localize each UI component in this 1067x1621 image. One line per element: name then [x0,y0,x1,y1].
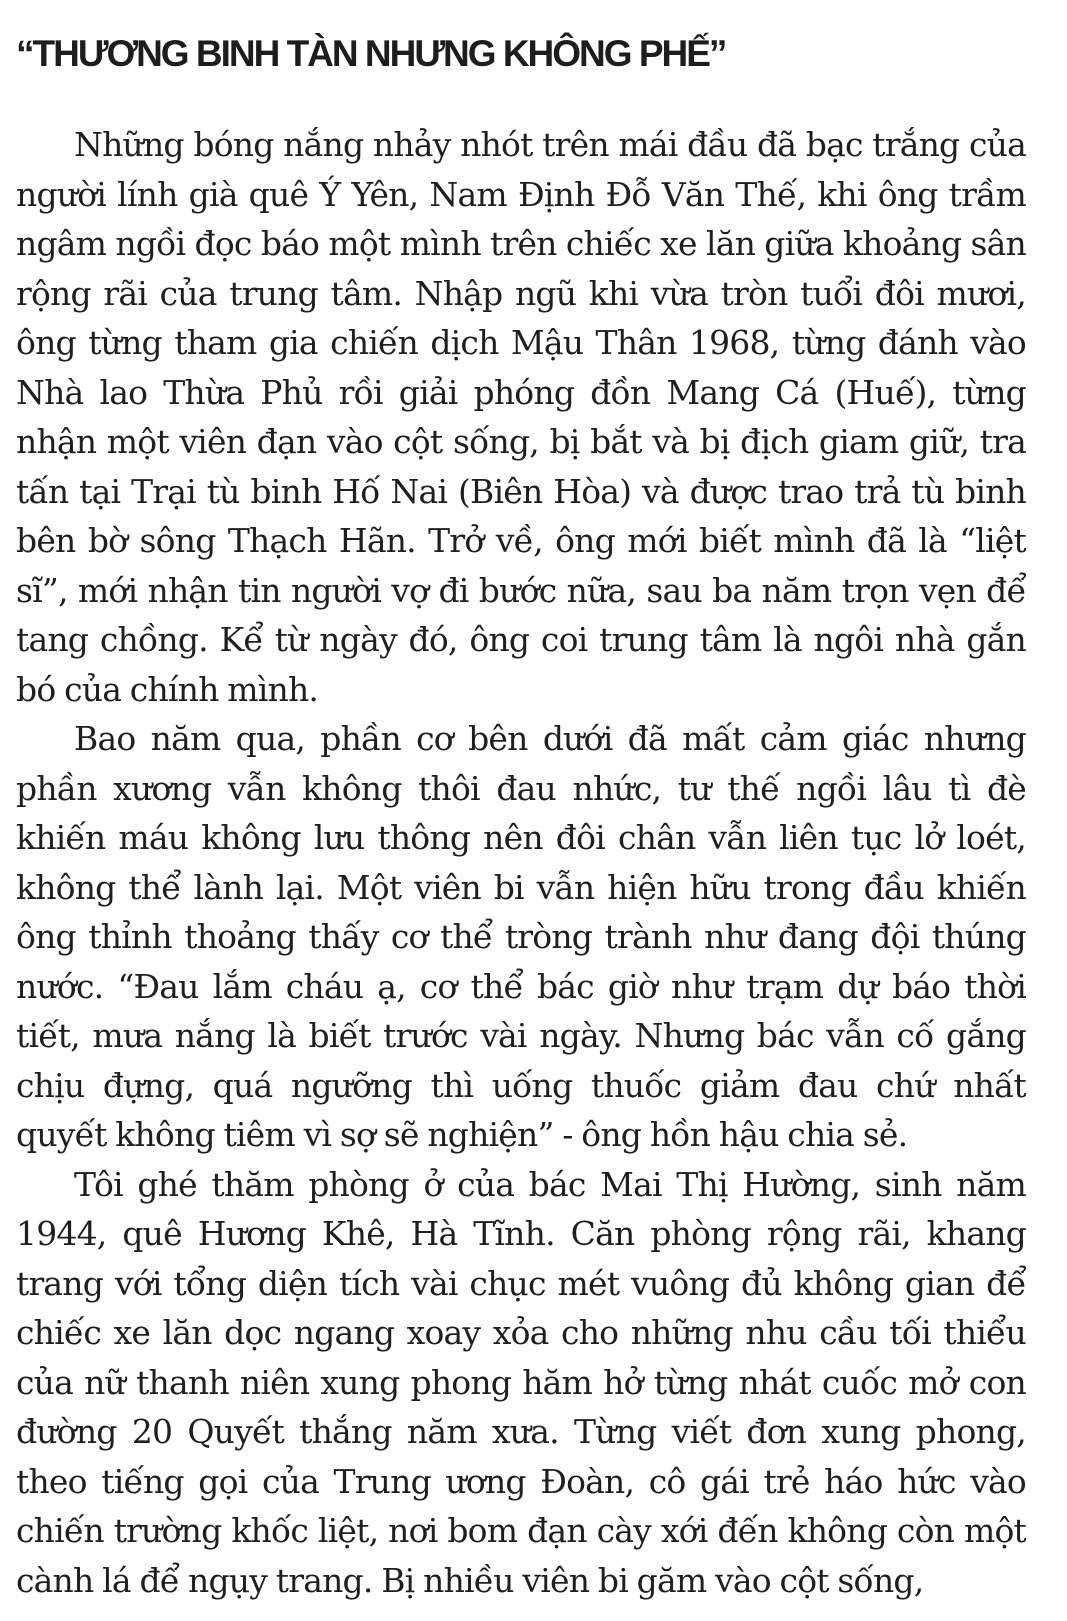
article-page [16,0,1026,1621]
article-paragraph-2: Bao năm qua, phần cơ bên dưới đã mất cảm giác nhưng phần xương vẫn không thôi đau nhức, tư thế ngồi lâu tì đè khiến máu không lưu thông nên đôi chân vẫn liên tục lở loét, không thể lành lại. Một viên bi vẫn hiện hữu trong đầu khiến ông thỉnh thoảng thấy cơ thể tròng trành như đang đội thúng nước. “Đau lắm cháu ạ, cơ thể bác giờ như trạm dự báo thời tiết, mưa nắng là biết trước vài ngày. Nhưng bác vẫn cố gắng chịu đựng, quá ngưỡng thì uống thuốc giảm đau chứ nhất quyết không tiêm vì sợ sẽ nghiện” - ông hồn hậu chia sẻ. [16,719,1026,1154]
article-heading: “THƯƠNG BINH TÀN NHƯNG KHÔNG PHẾ” [16,33,726,74]
article-paragraph-1: Những bóng nắng nhảy nhót trên mái đầu đã bạc trắng của người lính già quê Ý Yên, Nam Định Đỗ Văn Thế, khi ông trầm ngâm ngồi đọc báo một mình trên chiếc xe lăn giữa khoảng sân rộng rãi của trung tâm. Nhập ngũ khi vừa tròn tuổi đôi mươi, ông từng tham gia chiến dịch Mậu Thân 1968, từng đánh vào Nhà lao Thừa Phủ rồi giải phóng đồn Mang Cá (Huế), từng nhận một viên đạn vào cột sống, bị bắt và bị địch giam giữ, tra tấn tại Trại tù binh Hố Nai (Biên Hòa) và được trao trả tù binh bên bờ sông Thạch Hãn. Trở về, ông mới biết mình đã là “liệt sĩ”, mới nhận tin người vợ đi bước nữa, sau ba năm trọn vẹn để tang chồng. Kể từ ngày đó, ông coi trung tâm là ngôi nhà gắn bó của chính mình. [16,125,1026,709]
article-body [16,120,1026,1605]
article-paragraph-3: Tôi ghé thăm phòng ở của bác Mai Thị Hường, sinh năm 1944, quê Hương Khê, Hà Tĩnh. Căn phòng rộng rãi, khang trang với tổng diện tích vài chục mét vuông đủ không gian để chiếc xe lăn dọc ngang xoay xỏa cho những nhu cầu tối thiểu của nữ thanh niên xung phong hăm hở từng nhát cuốc mở con đường 20 Quyết thắng năm xưa. Từng viết đơn xung phong, theo tiếng gọi của Trung ương Đoàn, cô gái trẻ háo hức vào chiến trường khốc liệt, nơi bom đạn cày xới đến không còn một cành lá để ngụy trang. Bị nhiều viên bi găm vào cột sống, [16,1164,1026,1600]
